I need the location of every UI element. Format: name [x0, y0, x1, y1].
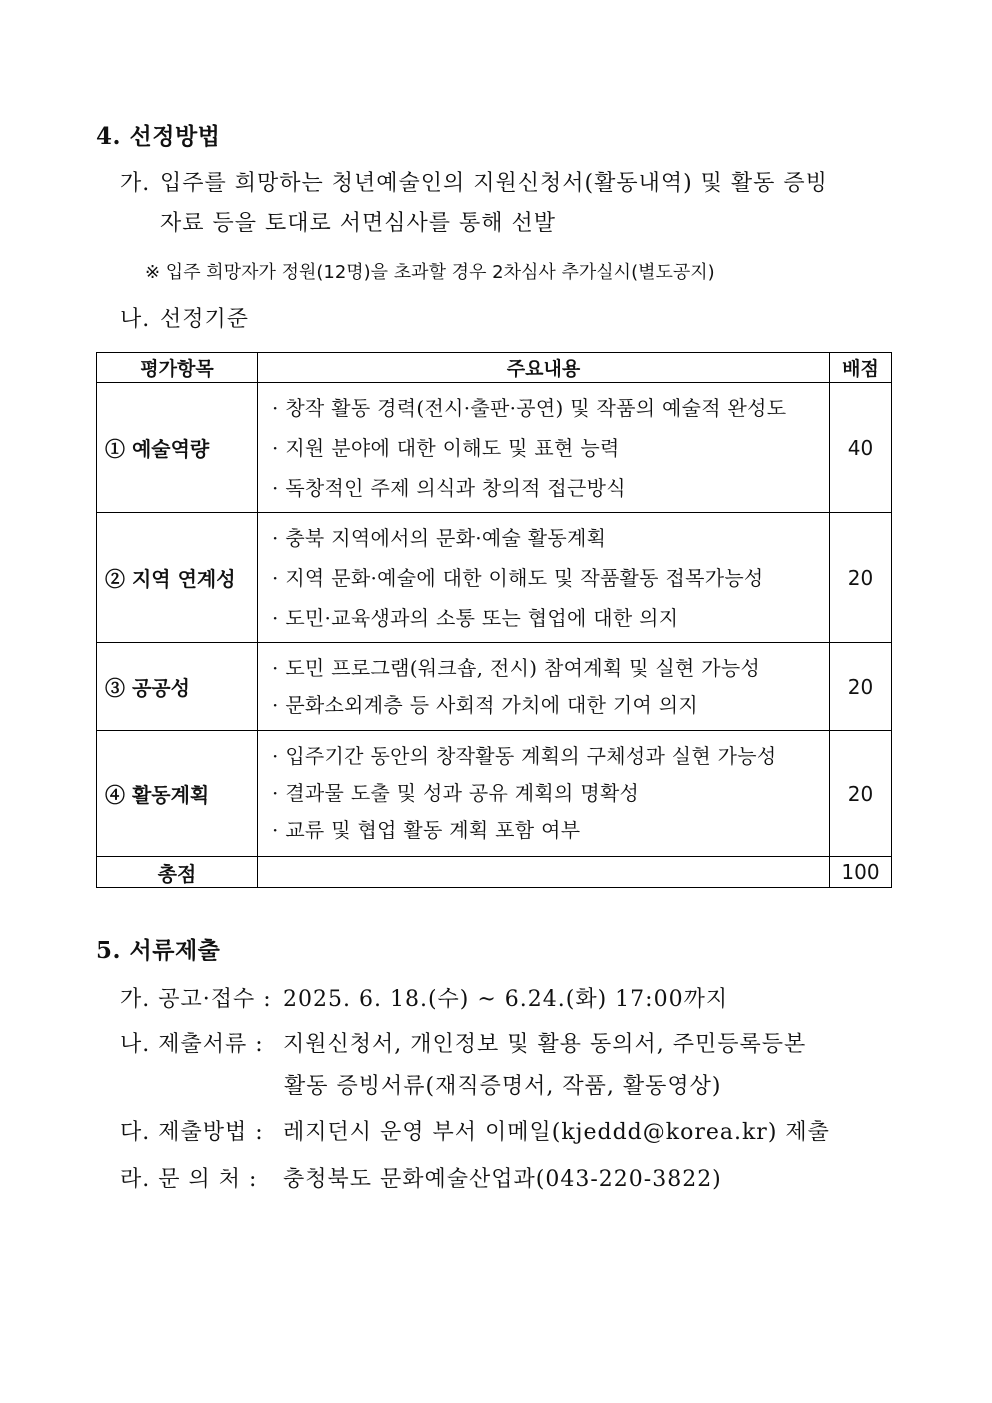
total-score: 100: [830, 857, 892, 888]
row-item: ① 예술역량: [97, 383, 258, 513]
bullet: · 지원 분야에 대한 이해도 및 표현 능력: [272, 435, 620, 460]
section-4-na: [120, 302, 249, 333]
table-total-row: [97, 857, 892, 888]
note-text: ※ 입주 희망자가 정원(12명)을 초과할 경우 2차심사 추가실시(별도공지): [145, 262, 715, 283]
bullet: · 교류 및 협업 활동 계획 포함 여부: [272, 818, 581, 842]
bullet: · 문화소외계층 등 사회적 가치에 대한 기여 의지: [272, 692, 699, 717]
item-value: 레지던시 운영 부서 이메일(kjeddd@korea.kr) 제출: [283, 1120, 830, 1145]
bullet: · 충북 지역에서의 문화·예술 활동계획: [272, 525, 607, 550]
item-label: 가. 공고·접수 :: [120, 987, 272, 1012]
ga-text-line1: 입주를 희망하는 청년예술인의 지원신청서(활동내역) 및 활동 증빙: [160, 171, 828, 196]
row-score: 20: [830, 643, 892, 731]
total-empty-cell: [258, 857, 830, 888]
bullet: · 독창적인 주제 의식과 창의적 접근방식: [272, 475, 626, 500]
table-header-row: [97, 353, 892, 383]
bullet: · 입주기간 동안의 창작활동 계획의 구체성과 실현 가능성: [272, 744, 777, 768]
section-5-item-na-line2: 활동 증빙서류(재직증명서, 작품, 활동영상): [284, 1074, 722, 1099]
na-text: 선정기준: [160, 307, 250, 332]
bullet: · 도민 프로그램(워크숍, 전시) 참여계획 및 실현 가능성: [272, 655, 761, 680]
header-content: 주요내용: [258, 353, 830, 383]
item-value: 지원신청서, 개인정보 및 활용 동의서, 주민등록등본: [283, 1032, 807, 1057]
section-5-title: 5. 서류제출: [96, 937, 221, 964]
table-row: [97, 513, 892, 643]
item-value: 충청북도 문화예술산업과(043-220-3822): [283, 1167, 722, 1192]
item-label: 다. 제출방법 :: [120, 1120, 264, 1145]
bullet: · 결과물 도출 및 성과 공유 계획의 명확성: [272, 781, 640, 805]
row-content: [258, 383, 830, 513]
item-label: 라. 문 의 처 :: [120, 1167, 258, 1192]
header-item: 평가항목: [97, 353, 258, 383]
row-score: 20: [830, 731, 892, 857]
bullet: · 도민·교육생과의 소통 또는 협업에 대한 의지: [272, 605, 679, 630]
table-row: [97, 643, 892, 731]
row-content: [258, 731, 830, 857]
row-content: [258, 513, 830, 643]
na-marker: 나.: [120, 307, 151, 332]
total-label: 총점: [97, 857, 258, 888]
row-score: 20: [830, 513, 892, 643]
section-4-ga-line2: 자료 등을 토대로 서면심사를 통해 선발: [160, 211, 556, 236]
ga-marker: 가.: [120, 171, 151, 196]
table-row: [97, 731, 892, 857]
section-5-item-ga: [120, 982, 728, 1013]
row-item: ③ 공공성: [97, 643, 258, 731]
section-4-title: 4. 선정방법: [96, 123, 221, 150]
table-row: [97, 383, 892, 513]
section-5-item-da: [120, 1115, 830, 1146]
section-5-item-ra: [120, 1162, 722, 1193]
header-score: 배점: [830, 353, 892, 383]
bullet: · 창작 활동 경력(전시·출판·공연) 및 작품의 예술적 완성도: [272, 395, 787, 420]
row-score: 40: [830, 383, 892, 513]
item-label: 나. 제출서류 :: [120, 1032, 264, 1057]
section-4-ga-line1: [120, 166, 828, 197]
criteria-table: [96, 352, 892, 888]
row-item: ④ 활동계획: [97, 731, 258, 857]
section-5-item-na: [120, 1027, 806, 1058]
row-content: [258, 643, 830, 731]
row-item: ② 지역 연계성: [97, 513, 258, 643]
bullet: · 지역 문화·예술에 대한 이해도 및 작품활동 접목가능성: [272, 565, 764, 590]
item-value: 2025. 6. 18.(수) ~ 6.24.(화) 17:00까지: [283, 987, 729, 1012]
